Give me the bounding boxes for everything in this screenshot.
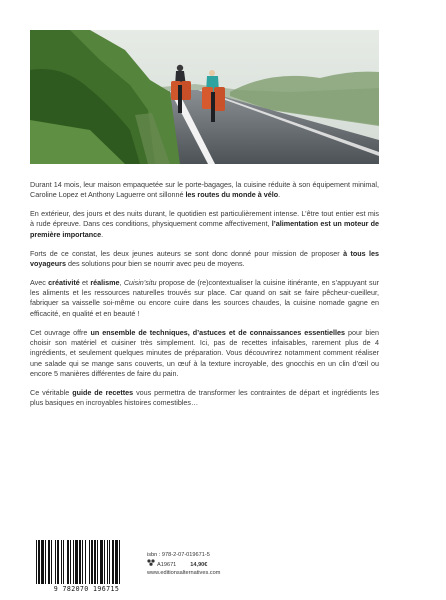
description-paragraph: [30, 209, 379, 240]
emphasis-italic: Cuisin’situ: [123, 277, 157, 287]
description-text: [30, 180, 379, 417]
text-run: .: [278, 190, 281, 200]
text-run: Durant 14 mois, leur maison empaquetée sur le porte-bagages, la cuisine réduite à son équipement minimal, Caroline Lopez et Anthony Laguerre ont sillonné: [30, 180, 379, 200]
text-run: ,: [119, 277, 124, 287]
description-paragraph: [30, 388, 379, 409]
product-code: A19671: [157, 562, 177, 569]
book-info: [147, 551, 220, 577]
description-paragraph: [30, 180, 379, 201]
barcode: [30, 540, 143, 584]
text-run: .: [101, 229, 104, 239]
text-run: Avec: [30, 277, 49, 287]
text-run: des solutions pour bien se nourrir avec peu de moyens.: [65, 258, 245, 268]
text-run: vous permettra de transformer les contraintes de départ et ingrédients les plus basiques en incroyables histoires comestibles…: [30, 387, 379, 408]
description-paragraph: [30, 278, 379, 319]
cyclists-on-road-photo: [30, 30, 379, 164]
publisher-logo-icon: [147, 559, 155, 569]
description-paragraph: [30, 328, 379, 379]
text-run: Ce véritable: [30, 387, 73, 397]
text-run: Cet ouvrage offre: [30, 327, 91, 337]
cover-photo: [30, 30, 379, 164]
text-run: et: [79, 277, 91, 287]
emphasis-bold: l’alimentation est un moteur de première importance: [30, 219, 380, 239]
code-price-row: [147, 559, 220, 569]
isbn-text: isbn : 978-2-07-019671-5: [147, 552, 210, 558]
text-run: En extérieur, des jours et des nuits durant, le quotidien est particulièrement intense. L’être tout entier est mis à rude épreuve. Dans ces conditions, physiquement comme affectivement,: [30, 209, 379, 229]
price: 14,90€: [190, 562, 208, 569]
emphasis-bold: réalisme: [90, 277, 120, 287]
text-run: pour bien choisir son matériel et cuisiner très simplement. Ici, pas de recettes infaisables, rarement plus de 4 ingrédients, et seulement quelques minutes de préparation. Vous découvrirez notamment comment réaliser une salade qui se mange sans couverts, un œuf à la texture incroyable, des gnocchis en un clin d’œil ou encore 5 manières différentes de faire du pain.: [30, 327, 379, 378]
emphasis-bold: un ensemble de techniques, d’astuces et de connaissances essentielles: [90, 327, 345, 337]
barcode-bars: [30, 540, 143, 584]
emphasis-bold: créativité: [48, 277, 80, 287]
description-paragraph: [30, 249, 379, 270]
emphasis-bold: à tous les voyageurs: [30, 248, 379, 268]
barcode-number: 9 782070 196715: [53, 585, 120, 593]
text-run: Forts de ce constat, les deux jeunes auteurs se sont donc donné pour mission de proposer: [30, 248, 344, 258]
website-link[interactable]: www.editionsalternatives.com: [147, 570, 221, 577]
text-run: propose de (re)contextualiser la cuisine itinérante, en s’appuyant sur les aliments et les ressources naturelles trouvés sur place. Car quand on sait se faire pêcheur-cueilleur, fabriquer sa vaisselle soi-même ou encore cuire dans les sources chaudes, la cuisine nomade gagne en efficacité, en qualité et en beauté !: [30, 277, 379, 318]
emphasis-bold: les routes du monde à vélo: [185, 190, 279, 200]
emphasis-bold: guide de recettes: [72, 387, 134, 397]
